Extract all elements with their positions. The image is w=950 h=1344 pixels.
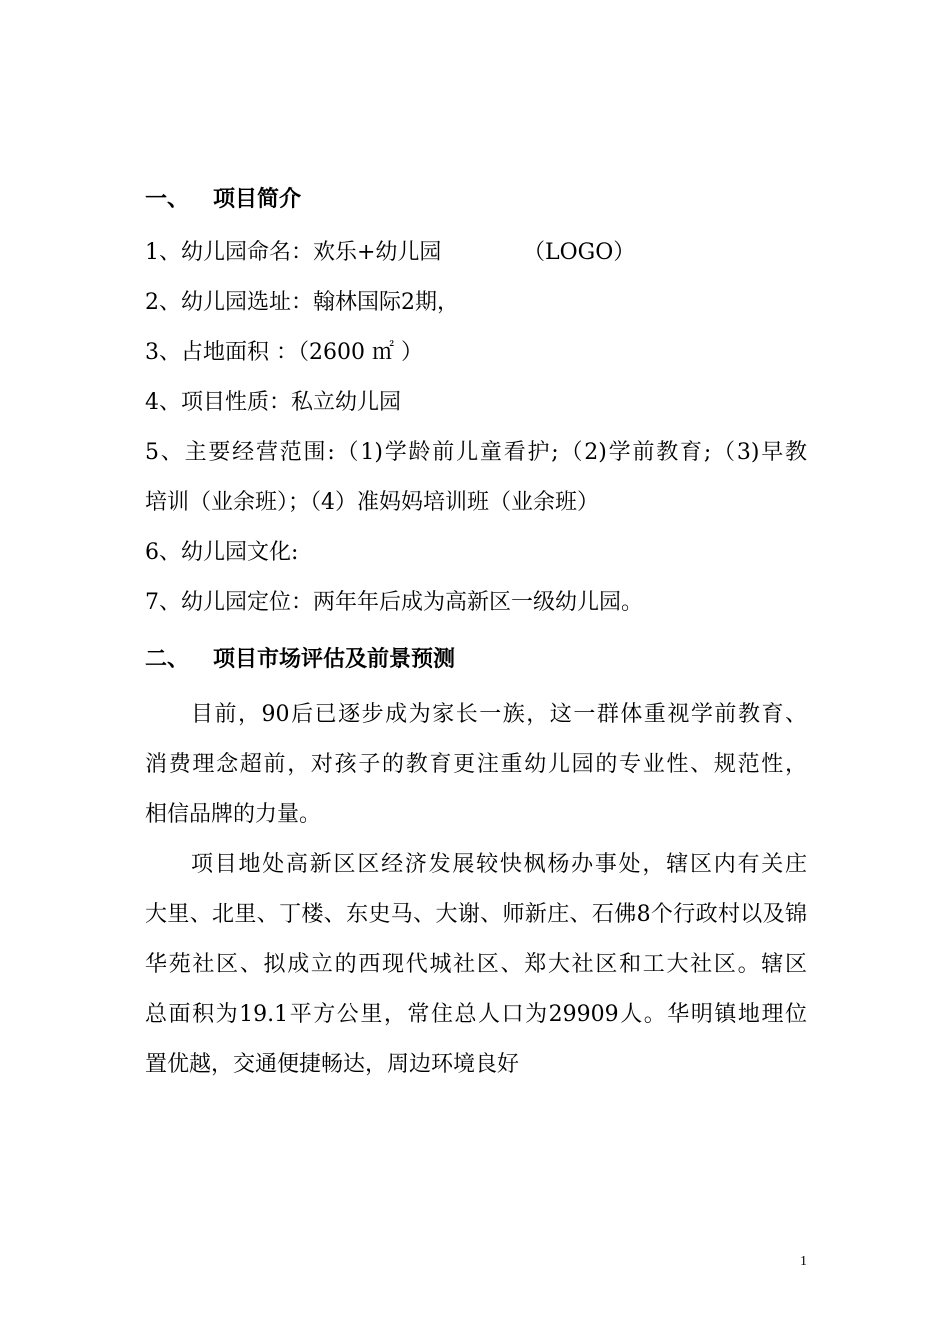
item-text: 1、幼儿园命名：欢乐+幼儿园	[145, 240, 442, 265]
intro-item-7: 7、幼儿园定位：两年年后成为高新区一级幼儿园。	[145, 590, 643, 615]
section-number: 二、	[145, 647, 190, 672]
paragraph-line: 目前，90后已逐步成为家长一族，这一群体重视学前教育、	[191, 702, 807, 727]
intro-item-3: 3、占地面积 ：（2600 ㎡ ）	[145, 340, 423, 365]
section-heading-1	[145, 185, 301, 215]
paragraph-line: 相信品牌的力量。	[145, 802, 322, 827]
section-title: 项目市场评估及前景预测	[213, 647, 456, 672]
paragraph-line: 大里、北里、丁楼、东史马、大谢、师新庄、石佛8个行政村以及锦	[145, 902, 807, 927]
section-number: 一、	[145, 187, 190, 212]
section-heading-2	[145, 645, 455, 675]
paragraph-line: 项目地处高新区区经济发展较快枫杨办事处，辖区内有关庄	[191, 852, 807, 877]
intro-item-4: 4、项目性质：私立幼儿园	[145, 390, 401, 415]
section-title: 项目简介	[213, 187, 302, 212]
paragraph-line: 华苑社区、拟成立的西现代城社区、郑大社区和工大社区。辖区	[145, 952, 807, 977]
intro-item-6: 6、幼儿园文化:	[145, 540, 299, 565]
page-number: 1	[800, 1254, 807, 1269]
intro-item-5-cont: 培训（业余班）；（4）准妈妈培训班（业余班）	[145, 490, 599, 515]
logo-placeholder: （LOGO）	[523, 240, 636, 265]
intro-item-5: 5、主要经营范围:（1)学龄前儿童看护;（2)学前教育;（3)早教	[145, 440, 807, 465]
paragraph-line: 置优越，交通便捷畅达，周边环境良好	[145, 1052, 520, 1077]
intro-item-2: 2、幼儿园选址：翰林国际2期，	[145, 290, 459, 315]
paragraph-line: 总面积为19.1平方公里，常住总人口为29909人。华明镇地理位	[145, 1002, 807, 1027]
intro-item-1	[145, 238, 441, 268]
paragraph-line: 消费理念超前，对孩子的教育更注重幼儿园的专业性、规范性，	[145, 752, 807, 777]
